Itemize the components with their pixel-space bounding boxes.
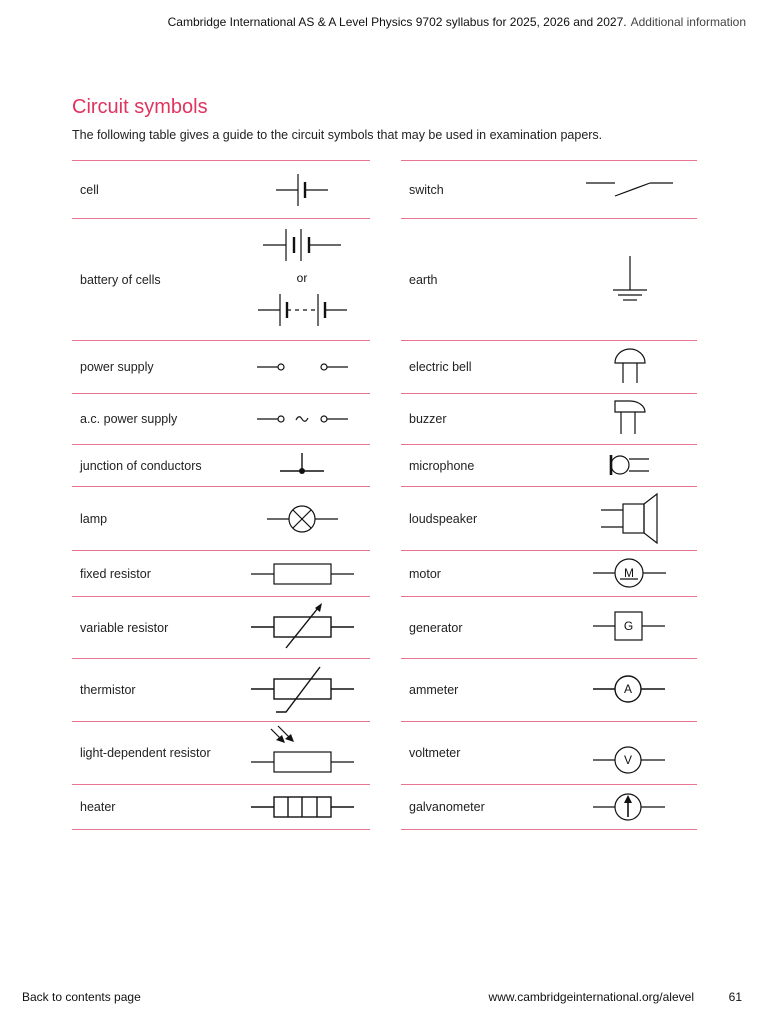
symbol-row-heater xyxy=(72,784,370,830)
row-label: junction of conductors xyxy=(80,458,202,473)
row-label: heater xyxy=(80,800,116,814)
row-label: cell xyxy=(80,182,99,197)
generator-symbol-icon xyxy=(401,597,697,659)
symbol-row-loudspeaker xyxy=(401,486,697,550)
motor-symbol-icon xyxy=(401,551,697,597)
row-label: variable resistor xyxy=(80,620,169,635)
header-title: Cambridge International AS & A Level Physics 9702 syllabus for 2025, 2026 and 2027. xyxy=(167,15,627,29)
symbol-row-lamp xyxy=(72,486,370,550)
symbol-row-ac-power-supply xyxy=(72,393,370,444)
fixed-resistor-symbol-icon xyxy=(72,551,370,597)
row-label: switch xyxy=(409,182,444,197)
cell-symbol-icon xyxy=(72,161,370,219)
ldr-symbol-icon xyxy=(72,722,370,785)
voltmeter-letter: V xyxy=(623,753,633,767)
symbol-row-motor xyxy=(401,550,697,596)
row-label: galvanometer xyxy=(409,800,485,814)
buzzer-symbol-icon xyxy=(401,394,697,445)
symbol-row-ammeter xyxy=(401,658,697,721)
ammeter-symbol-icon xyxy=(401,659,697,722)
motor-letter: M xyxy=(624,566,634,580)
symbol-row-galvanometer xyxy=(401,784,697,830)
back-to-contents-link[interactable]: Back to contents page xyxy=(22,990,141,1004)
symbol-row-power-supply xyxy=(72,340,370,393)
generator-letter: G xyxy=(623,619,634,633)
symbol-row-generator xyxy=(401,596,697,658)
row-label: earth xyxy=(409,272,438,287)
junction-symbol-icon xyxy=(72,445,370,487)
or-text: or xyxy=(296,271,308,285)
left-symbol-column xyxy=(72,160,370,830)
battery-symbol-icon xyxy=(72,219,370,341)
row-label: voltmeter xyxy=(409,746,461,760)
row-label: ammeter xyxy=(409,683,459,697)
symbol-row-thermistor xyxy=(72,658,370,721)
symbol-row-earth xyxy=(401,218,697,340)
lamp-symbol-icon xyxy=(72,487,370,551)
symbol-row-junction xyxy=(72,444,370,486)
row-label: microphone xyxy=(409,458,475,473)
earth-symbol-icon xyxy=(401,219,697,341)
row-label: fixed resistor xyxy=(80,566,151,581)
header-section: Additional information xyxy=(630,15,746,29)
symbol-row-ldr xyxy=(72,721,370,784)
intro-text: The following table gives a guide to the circuit symbols that may be used in examination papers. xyxy=(72,128,603,142)
page-header xyxy=(168,15,746,29)
switch-symbol-icon xyxy=(401,161,697,219)
variable-resistor-symbol-icon xyxy=(72,597,370,659)
row-label: lamp xyxy=(80,511,108,526)
row-label: battery of cells xyxy=(80,272,161,287)
ammeter-letter: A xyxy=(623,682,633,696)
microphone-symbol-icon xyxy=(401,445,697,487)
loudspeaker-symbol-icon xyxy=(401,487,697,551)
symbol-row-electric-bell xyxy=(401,340,697,393)
symbol-row-fixed-resistor xyxy=(72,550,370,596)
row-label: light-dependent resistor xyxy=(80,746,211,760)
symbol-row-voltmeter xyxy=(401,721,697,784)
row-label: buzzer xyxy=(409,412,447,426)
row-label: loudspeaker xyxy=(409,511,478,526)
symbol-row-switch xyxy=(401,160,697,218)
symbol-row-cell xyxy=(72,160,370,218)
row-label: electric bell xyxy=(409,360,472,374)
symbol-row-buzzer xyxy=(401,393,697,444)
electric-bell-symbol-icon xyxy=(401,341,697,394)
symbol-row-variable-resistor xyxy=(72,596,370,658)
footer-url[interactable]: www.cambridgeinternational.org/alevel xyxy=(488,990,694,1004)
symbol-row-battery xyxy=(72,218,370,340)
symbol-row-microphone xyxy=(401,444,697,486)
thermistor-symbol-icon xyxy=(72,659,370,722)
row-label: generator xyxy=(409,620,463,635)
power-supply-symbol-icon xyxy=(72,341,370,394)
row-label: power supply xyxy=(80,360,154,374)
ac-power-supply-symbol-icon xyxy=(72,394,370,445)
galvanometer-symbol-icon xyxy=(401,785,697,831)
page-number: 61 xyxy=(728,990,742,1004)
row-label: a.c. power supply xyxy=(80,412,178,426)
row-label: thermistor xyxy=(80,683,136,697)
row-label: motor xyxy=(409,566,441,581)
right-symbol-column xyxy=(401,160,697,830)
heater-symbol-icon xyxy=(72,785,370,831)
page-title: Circuit symbols xyxy=(72,96,208,118)
voltmeter-symbol-icon xyxy=(401,722,697,785)
